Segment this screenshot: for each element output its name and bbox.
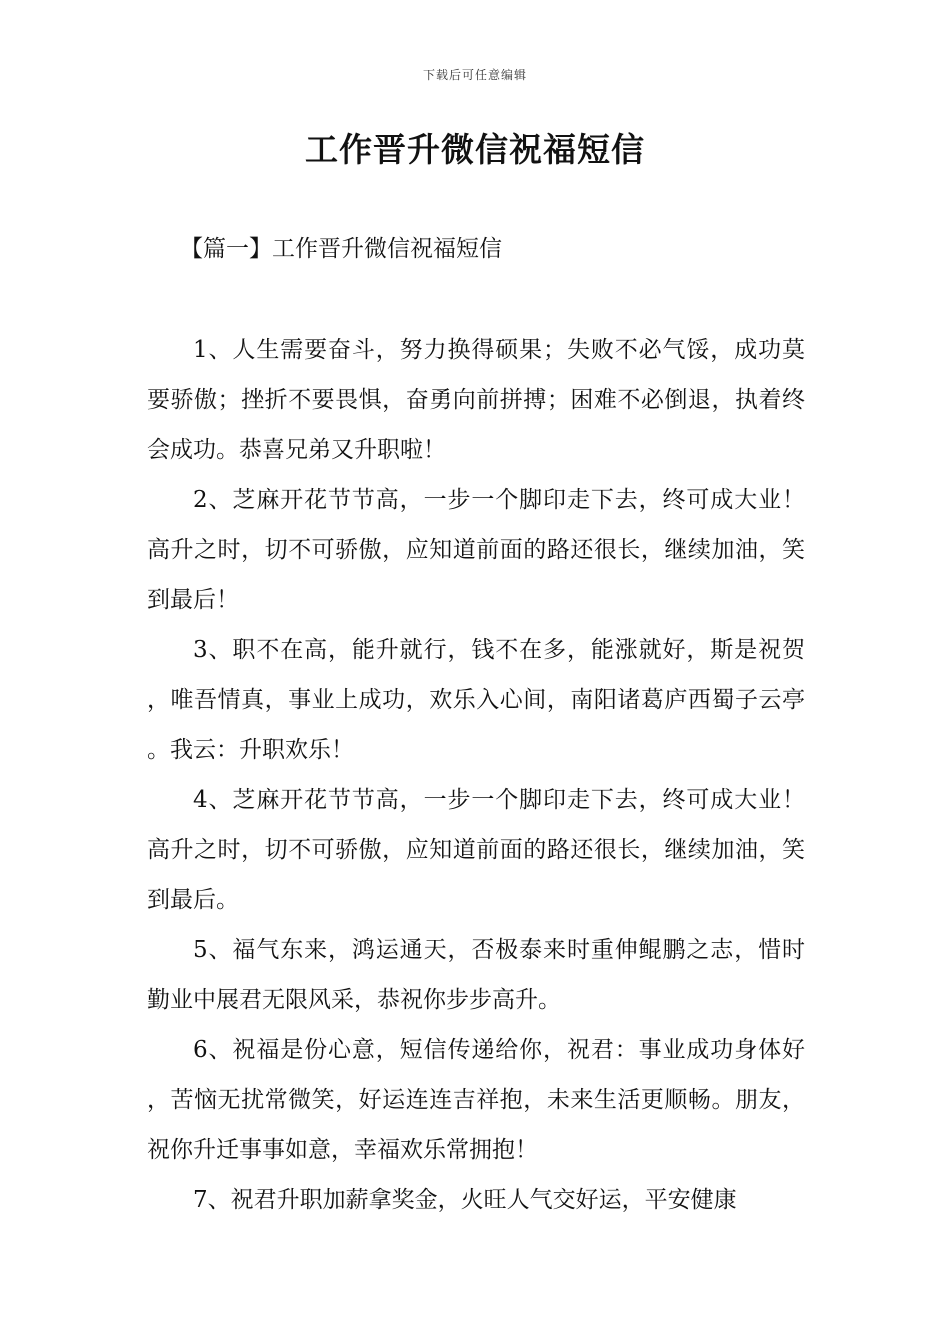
section-heading: 【篇一】工作晋升微信祝福短信 (180, 236, 502, 262)
document-body (147, 325, 805, 1225)
document-title: 工作晋升微信祝福短信 (305, 130, 645, 169)
paragraph-4: 4、芝麻开花节节高，一步一个脚印走下去，终可成大业！高升之时，切不可骄傲，应知道前面的路还很长，继续加油，笑到最后。 (147, 787, 805, 913)
paragraph-7: 7、祝君升职加薪拿奖金，火旺人气交好运，平安健康 (193, 1187, 737, 1213)
paragraph-1: 1、人生需要奋斗，努力换得硕果；失败不必气馁，成功莫要骄傲；挫折不要畏惧，奋勇向前拼搏；困难不必倒退，执着终会成功。恭喜兄弟又升职啦！ (147, 337, 805, 463)
paragraph-5: 5、福气东来，鸿运通天，否极泰来时重伸鲲鹏之志，惜时勤业中展君无限风采，恭祝你步步高升。 (147, 937, 805, 1013)
paragraph-2: 2、芝麻开花节节高，一步一个脚印走下去，终可成大业！高升之时，切不可骄傲，应知道前面的路还很长，继续加油，笑到最后！ (147, 487, 805, 613)
header-note: 下载后可任意编辑 (422, 68, 527, 82)
paragraph-3: 3、职不在高，能升就行，钱不在多，能涨就好，斯是祝贺，唯吾情真，事业上成功，欢乐入心间，南阳诸葛庐西蜀子云亭。我云：升职欢乐！ (147, 637, 805, 763)
paragraph-6: 6、祝福是份心意，短信传递给你，祝君：事业成功身体好，苦恼无扰常微笑，好运连连吉祥抱，未来生活更顺畅。朋友，祝你升迁事事如意，幸福欢乐常拥抱！ (147, 1037, 805, 1163)
